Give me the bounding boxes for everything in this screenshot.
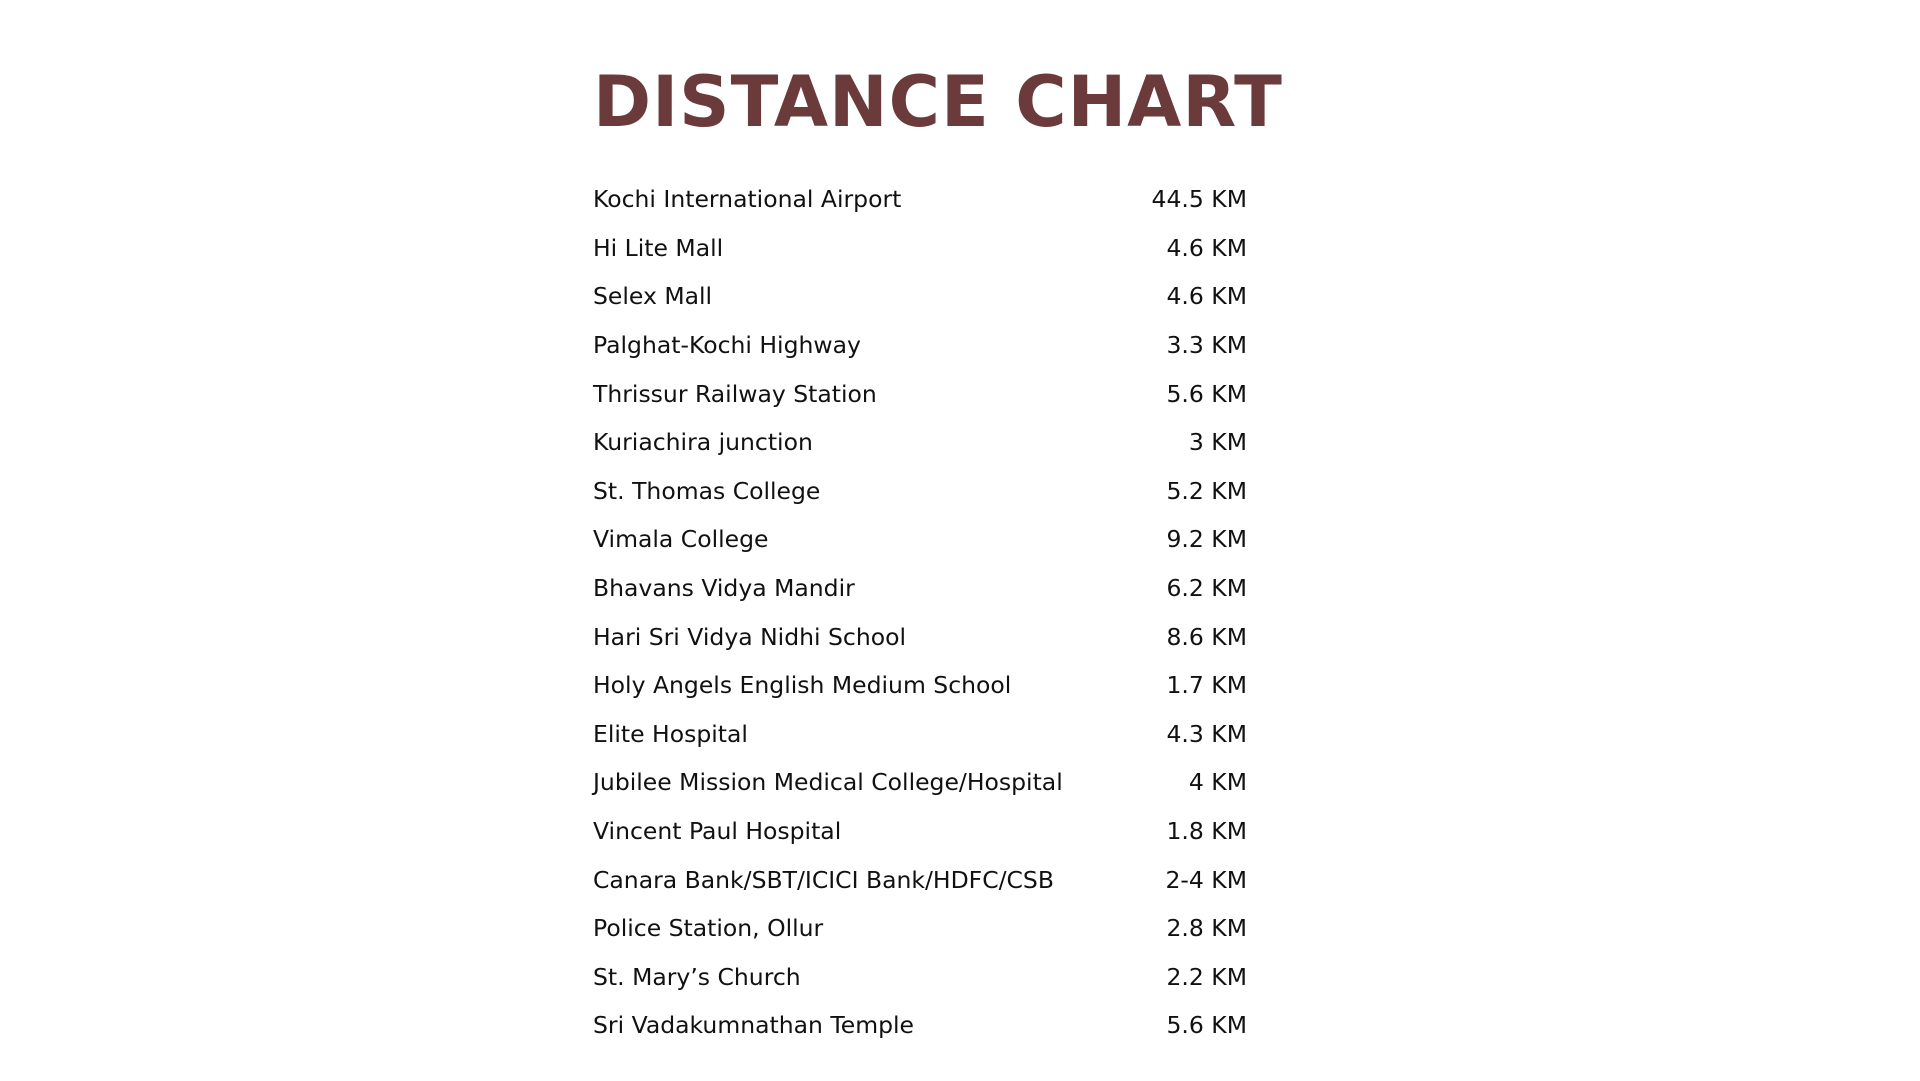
place-name: St. Thomas College (593, 476, 821, 505)
place-name: Elite Hospital (593, 719, 748, 748)
distance-row (593, 224, 1247, 273)
page-title: DISTANCE CHART (593, 61, 1283, 143)
distance-row (593, 515, 1247, 564)
place-name: Palghat-Kochi Highway (593, 331, 861, 360)
distance-value: 5.2 KM (1166, 476, 1247, 505)
distance-row (593, 418, 1247, 467)
distance-row (593, 321, 1247, 370)
place-name: Canara Bank/SBT/ICICI Bank/HDFC/CSB (593, 865, 1054, 894)
place-name: Selex Mall (593, 282, 713, 311)
place-name: Sri Vadakumnathan Temple (593, 1011, 915, 1040)
distance-row (593, 564, 1247, 613)
distance-row (593, 758, 1247, 807)
place-name: St. Mary’s Church (593, 962, 801, 991)
place-name: Hi Lite Mall (593, 233, 724, 262)
distance-row (593, 953, 1247, 1002)
place-name: Jubilee Mission Medical College/Hospital (593, 768, 1063, 797)
distance-value: 9.2 KM (1166, 525, 1247, 554)
distance-value: 4.6 KM (1166, 282, 1247, 311)
place-name: Holy Angels English Medium School (593, 671, 1012, 700)
distance-value: 44.5 KM (1151, 185, 1247, 214)
distance-row (593, 710, 1247, 759)
distance-value: 6.2 KM (1166, 574, 1247, 603)
distance-value: 2.2 KM (1166, 962, 1247, 991)
distance-list (593, 175, 1247, 1050)
distance-row (593, 369, 1247, 418)
distance-value: 2.8 KM (1166, 914, 1247, 943)
distance-value: 1.8 KM (1166, 817, 1247, 846)
distance-value: 1.7 KM (1166, 671, 1247, 700)
place-name: Thrissur Railway Station (593, 379, 877, 408)
place-name: Vincent Paul Hospital (593, 817, 842, 846)
place-name: Kochi International Airport (593, 185, 902, 214)
distance-value: 5.6 KM (1166, 1011, 1247, 1040)
distance-value: 4 KM (1188, 768, 1247, 797)
distance-row (593, 855, 1247, 904)
distance-value: 8.6 KM (1166, 622, 1247, 651)
distance-row (593, 612, 1247, 661)
place-name: Kuriachira junction (593, 428, 813, 457)
place-name: Vimala College (593, 525, 769, 554)
distance-value: 3.3 KM (1166, 331, 1247, 360)
place-name: Bhavans Vidya Mandir (593, 574, 855, 603)
distance-value: 2-4 KM (1165, 865, 1247, 894)
distance-value: 5.6 KM (1166, 379, 1247, 408)
distance-row (593, 807, 1247, 856)
distance-row (593, 467, 1247, 516)
place-name: Hari Sri Vidya Nidhi School (593, 622, 907, 651)
place-name: Police Station, Ollur (593, 914, 824, 943)
distance-value: 4.3 KM (1166, 719, 1247, 748)
distance-row (593, 661, 1247, 710)
distance-value: 3 KM (1188, 428, 1247, 457)
distance-row (593, 904, 1247, 953)
distance-row (593, 1001, 1247, 1050)
distance-row (593, 175, 1247, 224)
distance-value: 4.6 KM (1166, 233, 1247, 262)
distance-row (593, 272, 1247, 321)
